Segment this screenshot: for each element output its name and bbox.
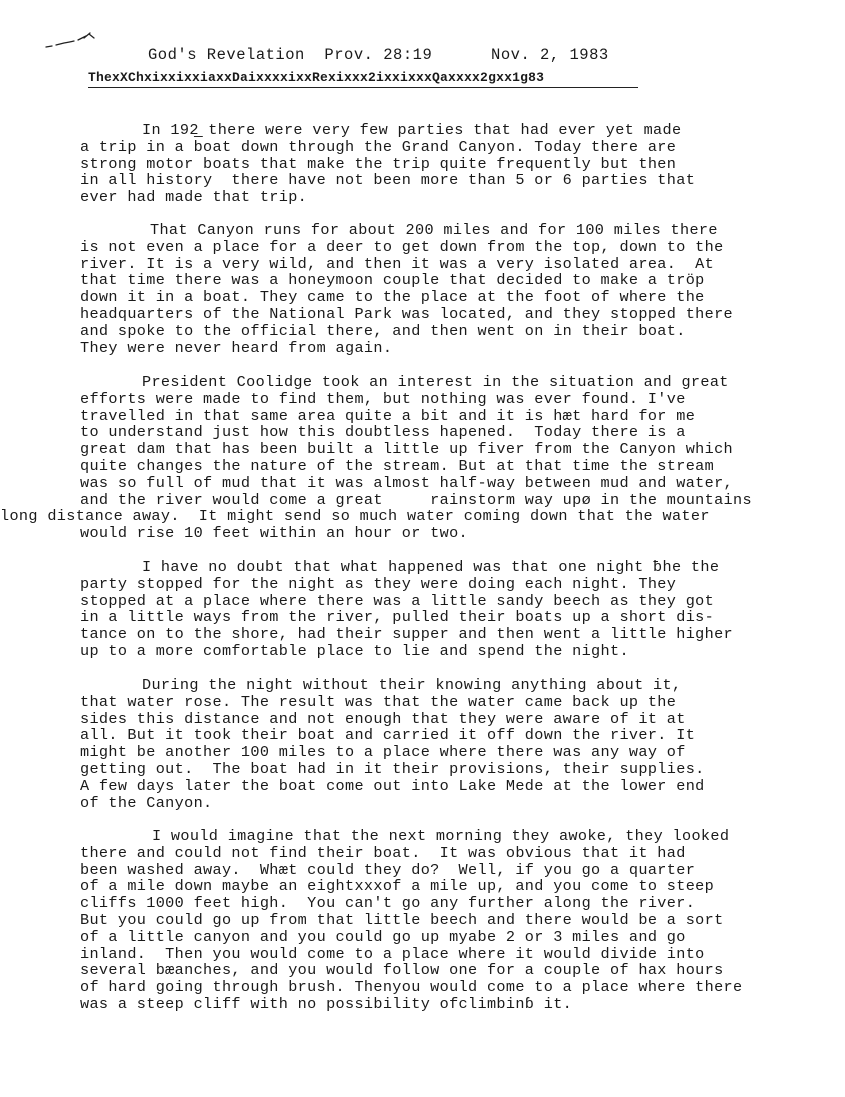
text-line: there and could not find their boat. It was obvious that it had — [80, 843, 686, 862]
paragraph-5 — [80, 677, 705, 811]
text-line: quite changes the nature of the stream. But at that time the stream — [80, 456, 715, 475]
text-line: river. It is a very wild, and then it was a very isolated area. At — [80, 254, 715, 273]
text-line: headquarters of the National Park was located, and they stopped there — [80, 304, 734, 323]
text-line: up to a more comfortable place to lie and spend the night. — [80, 641, 629, 660]
text-line: strong motor boats that make the trip quite frequently but then — [80, 154, 677, 173]
text-line: to understand just how this doubtless hapened. Today there is a — [80, 423, 686, 442]
text-line: long distance away. It might send so much water coming down that the water — [0, 507, 710, 526]
text-line: sides this distance and not enough that they were aware of it at — [80, 709, 686, 728]
text-line: was so full of mud that it was almost half-way between mud and water, — [80, 473, 734, 492]
paragraph-4 — [80, 559, 733, 660]
text-line: of the Canyon. — [80, 793, 213, 812]
text-line: efforts were made to find them, but nothing was ever found. I've — [80, 389, 686, 408]
text-line: would rise 10 feet within an hour or two. — [80, 524, 469, 543]
text-line: I would imagine that the next morning they awoke, they looked — [152, 827, 730, 845]
text-line: stopped at a place where there was a little sandy beech as they got — [80, 591, 715, 610]
text-line: all. But it took their boat and carried it off down the river. It — [80, 726, 696, 745]
text-line: a trip in a boat down through the Grand Canyon. Today there are — [80, 137, 677, 156]
text-line: travelled in that same area quite a bit and it is hæt hard for me — [80, 406, 696, 425]
text-line: They were never heard from again. — [80, 338, 393, 357]
text-line: cliffs 1000 feet high. You can't go any further along the river. — [80, 894, 696, 913]
text-line: of a mile down maybe an eightxxxof a mile up, and you come to steep — [80, 877, 715, 896]
text-line: been washed away. Whæt could they do? Well, if you go a quarter — [80, 860, 696, 879]
struck-out-line: ThexXChxixxixxiaxxDaixxxxixxRexixxx2ixxixxxQaxxxx2gxx1g83 — [88, 70, 638, 88]
text-line: tance on to the shore, had their supper and then went a little higher — [80, 625, 734, 644]
text-line: But you could go up from that little beech and there would be a sort — [80, 910, 724, 929]
text-line: party stopped for the night as they were doing each night. They — [80, 574, 677, 593]
paragraph-2 — [80, 222, 733, 356]
text-line: down it in a boat. They came to the place at the foot of where the — [80, 288, 705, 307]
text-line: of hard going through brush. Thenyou would come to a place where there — [80, 978, 743, 997]
text-line: was a steep cliff with no possibility ofclimbinɓ it. — [80, 994, 573, 1013]
text-line: and the river would come a great rainstorm way upø in the mountains — [80, 490, 752, 509]
text-line: that water rose. The result was that the water came back up the — [80, 692, 677, 711]
document-header: God's Revelation Prov. 28:19 Nov. 2, 1983 — [148, 46, 609, 64]
text-line: inland. Then you would come to a place where it would divide into — [80, 944, 705, 963]
text-line: might be another 100 miles to a place where there was any way of — [80, 743, 686, 762]
text-line: getting out. The boat had in it their provisions, their supplies. — [80, 759, 705, 778]
text-line: several bæanches, and you would follow one for a couple of hax hours — [80, 961, 724, 980]
text-line: I have no doubt that what happened was that one night ƀhe the — [142, 558, 720, 576]
text-line: in a little ways from the river, pulled their boats up a short dis- — [80, 608, 715, 627]
paragraph-3 — [0, 373, 752, 543]
pen-mark-scribble — [44, 30, 104, 52]
paragraph-6 — [80, 828, 742, 1013]
text-line: is not even a place for a deer to get down from the top, down to the — [80, 237, 724, 256]
text-line: A few days later the boat come out into Lake Mede at the lower end — [80, 776, 705, 795]
paragraph-1 — [80, 122, 695, 206]
text-line: That Canyon runs for about 200 miles and for 100 miles there — [150, 221, 718, 239]
text-line: President Coolidge took an interest in the situation and great — [142, 373, 729, 391]
text-line: In 192̲ there were very few parties that had ever yet made — [142, 121, 682, 139]
text-line: ever had made that trip. — [80, 188, 308, 207]
text-line: During the night without their knowing anything about it, — [142, 676, 682, 694]
text-line: that time there was a honeymoon couple that decided to make a tröp — [80, 271, 705, 290]
text-line: and spoke to the official there, and then went on in their boat. — [80, 321, 686, 340]
text-line: great dam that has been built a little up fiver from the Canyon which — [80, 440, 734, 459]
text-line: in all history there have not been more than 5 or 6 parties that — [80, 171, 696, 190]
text-line: of a little canyon and you could go up myabe 2 or 3 miles and go — [80, 927, 686, 946]
